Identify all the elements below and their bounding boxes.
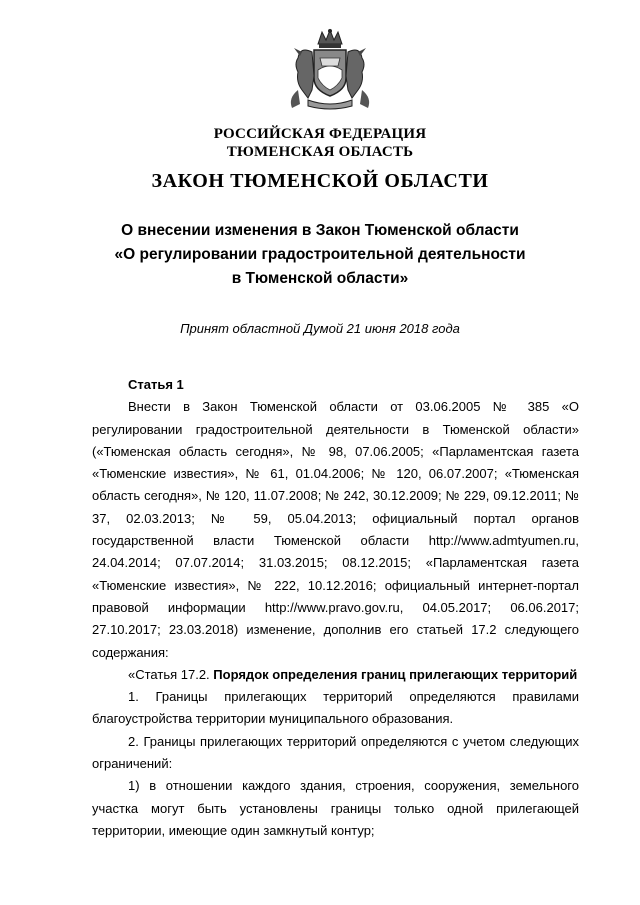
article-paragraph: 1. Границы прилегающих территорий определяются правилами благоустройства территории муниципального образования.: [92, 689, 579, 727]
adoption-note: Принят областной Думой 21 июня 2018 года: [180, 321, 460, 336]
law-title-line: О внесении изменения в Закон Тюменской области: [121, 222, 519, 239]
article-prefix: «Статья 17.2.: [128, 666, 210, 682]
region-heading: ТЮМЕНСКАЯ ОБЛАСТЬ: [226, 144, 414, 160]
article-title: Порядок определения границ прилегающих территорий: [213, 666, 578, 682]
document-type-heading: ЗАКОН ТЮМЕНСКОЙ ОБЛАСТИ: [151, 170, 489, 192]
coat-of-arms-icon: [278, 28, 382, 112]
article-paragraph: Внести в Закон Тюменской области от 03.06.2005 № 385 «О регулировании градостроительной деятельности в Тюменской области» («Тюменская область сегодня», № 98, 07.06.2005; «Парламентская газета «Тюменские известия», № 61, 01.04.2006; № 120, 06.07.2007; «Тюменская область сегодня», № 120, 11.07.2008; № 242, 30.12.2009; № 229, 09.12.2011; № 37, 02.03.2013; № 59, 05.04.2013; официальный портал органов государственной власти Тюменской области http://www.admtyumen.ru, 24.04.2014; 07.07.2014; 31.03.2015; 08.12.2015; «Парламентская газета «Тюменские известия», № 222, 10.12.2016; официальный интернет-портал правовой информации http://www.pravo.gov.ru, 04.05.2017; 06.06.2017; 27.10.2017; 23.03.2018) изменение, дополнив его статьей 17.2 следующего содержания:: [92, 399, 579, 660]
document-body: [92, 374, 579, 842]
article-paragraph: 2. Границы прилегающих территорий определяются с учетом следующих ограничений:: [92, 733, 579, 772]
article-heading: Статья 1: [128, 377, 184, 392]
article-heading: [92, 664, 579, 686]
country-heading: РОССИЙСКАЯ ФЕДЕРАЦИЯ: [213, 126, 427, 142]
law-title-line: «О регулировании градостроительной деятельности: [114, 246, 526, 263]
law-title: [80, 219, 560, 291]
law-title-line: в Тюменской области»: [231, 270, 409, 287]
article-paragraph: 1) в отношении каждого здания, строения, сооружения, земельного участка могут быть установлены границы только одной прилегающей территории, имеющие один замкнутый контур;: [92, 778, 579, 838]
